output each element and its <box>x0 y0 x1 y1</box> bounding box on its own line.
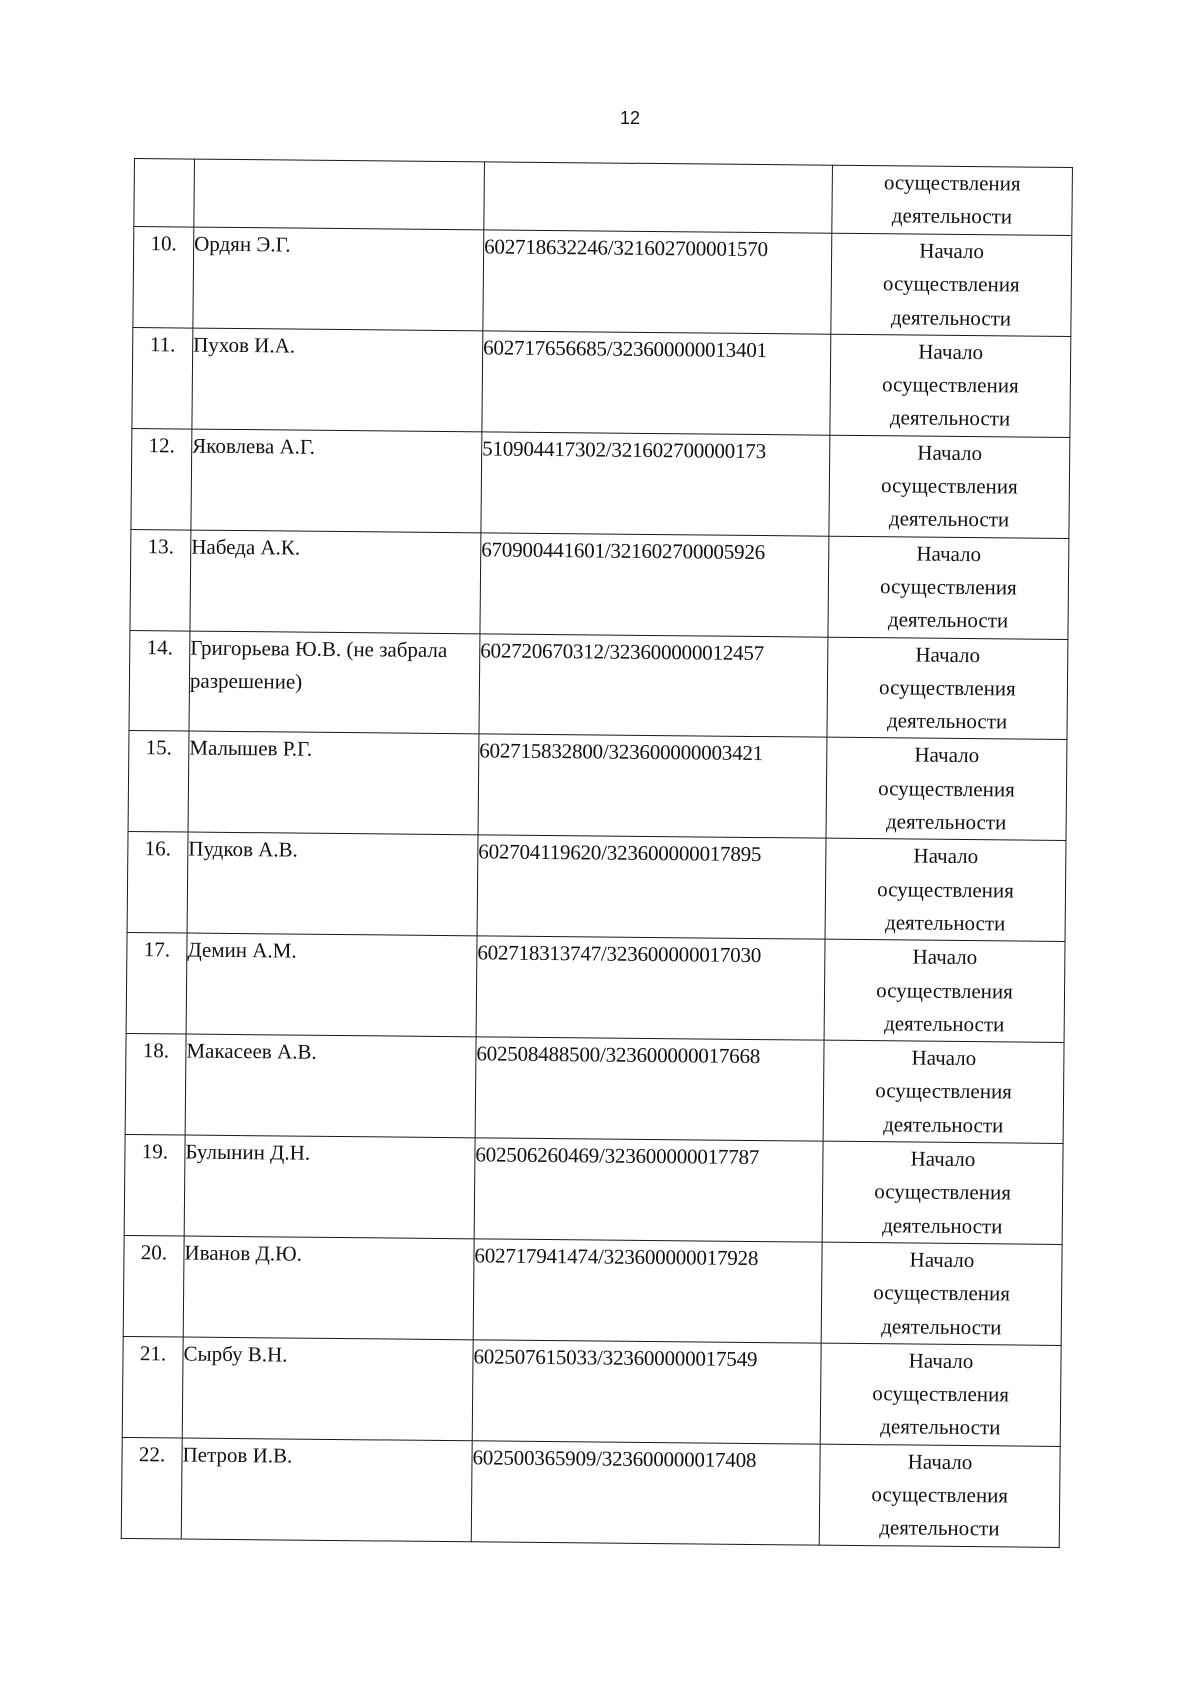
entrepreneur-name-cell: Яковлева А.Г. <box>191 429 482 533</box>
inn-ogrnip-cell: 670900441601/321602700005926 <box>480 533 829 637</box>
status-line: осуществления <box>876 977 1013 1004</box>
status-line: деятельности <box>887 607 1009 633</box>
row-number-cell: 20. <box>123 1235 184 1336</box>
status-line: деятельности <box>879 1515 1000 1541</box>
row-number-cell: 21. <box>122 1336 183 1437</box>
status-cell <box>831 233 1072 336</box>
table-row <box>132 327 1071 437</box>
status-line: осуществления <box>871 1482 1009 1508</box>
status-line: деятельности <box>885 809 1007 835</box>
status-line: Начало <box>913 843 979 869</box>
status-cell <box>829 435 1070 538</box>
status-cell <box>824 939 1065 1042</box>
entrepreneur-name-cell: Демин А.М. <box>186 933 477 1037</box>
status-cell <box>827 637 1068 740</box>
entrepreneur-name-cell: Булынин Д.Н. <box>184 1135 475 1239</box>
table-row <box>125 1034 1064 1144</box>
entrepreneur-name-cell: Набеда А.К. <box>190 530 481 634</box>
inn-ogrnip-cell: 602715832800/323600000003421 <box>478 734 827 838</box>
status-cell <box>826 738 1067 841</box>
row-number-cell: 16. <box>127 832 188 933</box>
table-row <box>133 227 1072 337</box>
row-number-cell: 19. <box>124 1134 185 1235</box>
status-line: деятельности <box>886 708 1008 734</box>
inn-ogrnip-cell: 602720670312/323600000012457 <box>479 633 828 737</box>
inn-ogrnip-cell: 602717941474/323600000017928 <box>473 1239 822 1343</box>
status-line: деятельности <box>888 506 1010 532</box>
status-line: деятельности <box>884 910 1006 936</box>
status-cell <box>823 1040 1064 1143</box>
inn-ogrnip-cell: 602500365909/323600000017408 <box>471 1440 820 1544</box>
table-row <box>124 1134 1063 1244</box>
table-row <box>122 1336 1061 1446</box>
inn-ogrnip-cell: 602508488500/323600000017668 <box>475 1037 824 1141</box>
status-cell <box>822 1141 1063 1244</box>
entrepreneur-name-cell: Макасеев А.В. <box>185 1034 476 1138</box>
status-line: осуществления <box>878 775 1015 802</box>
status-line: деятельности <box>883 1111 1004 1138</box>
status-line: осуществления <box>877 876 1014 903</box>
entrepreneur-name-cell: Иванов Д.Ю. <box>183 1236 474 1340</box>
table-row <box>130 529 1069 639</box>
status-line: Начало <box>919 238 985 264</box>
status-cell <box>825 839 1066 942</box>
status-line: осуществления <box>879 675 1016 701</box>
status-line: Начало <box>909 1247 975 1273</box>
status-line: осуществления <box>872 1381 1010 1407</box>
status-cell <box>819 1444 1060 1547</box>
table-row <box>121 1437 1060 1547</box>
row-number-cell: 15. <box>128 731 189 832</box>
status-cell <box>828 536 1069 639</box>
status-line: Начало <box>914 742 980 768</box>
entrepreneur-name-cell: Сырбу В.Н. <box>182 1337 473 1441</box>
status-line: Начало <box>908 1348 974 1373</box>
status-line: деятельности <box>889 405 1011 431</box>
entrepreneur-name-cell: Петров И.В. <box>181 1438 472 1542</box>
status-cell <box>820 1343 1061 1446</box>
table-row <box>127 832 1066 942</box>
registry-table-body <box>121 159 1072 1548</box>
row-number-cell: 17. <box>126 933 187 1034</box>
status-line: Начало <box>910 1146 976 1172</box>
status-line: осуществления <box>883 170 1021 196</box>
entrepreneur-name-cell <box>194 159 485 230</box>
registry-table <box>121 158 1073 1548</box>
page-number: 12 <box>619 108 641 128</box>
status-line: Начало <box>911 1045 977 1071</box>
status-line: деятельности <box>881 1313 1002 1339</box>
row-number-cell: 10. <box>133 227 194 328</box>
status-line: осуществления <box>879 574 1017 600</box>
status-line: Начало <box>917 440 983 465</box>
row-number-cell: 22. <box>121 1437 182 1538</box>
row-number-cell <box>134 159 195 228</box>
entrepreneur-name-cell: Пухов И.А. <box>192 328 483 432</box>
row-number-cell: 11. <box>132 327 193 428</box>
status-line: деятельности <box>890 304 1012 331</box>
row-number-cell: 12. <box>131 428 192 529</box>
table-row-continuation <box>134 159 1073 236</box>
entrepreneur-name-cell: Малышев Р.Г. <box>188 732 479 836</box>
status-cell <box>821 1242 1062 1345</box>
status-line: Начало <box>918 339 984 365</box>
inn-ogrnip-cell <box>484 162 833 233</box>
row-number-cell: 13. <box>130 529 191 630</box>
status-line: осуществления <box>875 1078 1013 1104</box>
inn-ogrnip-cell: 602717656685/323600000013401 <box>482 331 831 435</box>
inn-ogrnip-cell: 602506260469/323600000017787 <box>474 1138 823 1242</box>
entrepreneur-name-cell: Пудков А.В. <box>187 832 478 936</box>
inn-ogrnip-cell: 602718313747/323600000017030 <box>476 936 825 1040</box>
status-line: Начало <box>916 541 982 566</box>
status-line: осуществления <box>880 473 1018 499</box>
table-row <box>128 731 1067 841</box>
status-cell <box>830 334 1071 437</box>
status-line: осуществления <box>874 1179 1012 1205</box>
status-line: осуществления <box>873 1280 1011 1306</box>
status-line: деятельности <box>884 1011 1005 1037</box>
table-row <box>131 428 1070 538</box>
inn-ogrnip-cell: 510904417302/321602700000173 <box>481 432 830 536</box>
table-row <box>129 630 1068 740</box>
entrepreneur-name-cell: Ордян Э.Г. <box>193 227 484 331</box>
status-line: Начало <box>912 944 978 970</box>
status-line: Начало <box>907 1449 973 1474</box>
status-line: деятельности <box>882 1212 1003 1238</box>
inn-ogrnip-cell: 602704119620/323600000017895 <box>477 835 826 939</box>
status-line: осуществления <box>882 271 1020 297</box>
entrepreneur-name-cell: Григорьева Ю.В. (не забрала разрешение) <box>189 631 480 735</box>
table-row <box>126 933 1065 1043</box>
status-line: осуществления <box>881 372 1019 398</box>
row-number-cell: 14. <box>129 630 190 731</box>
inn-ogrnip-cell: 602507615033/323600000017549 <box>472 1340 821 1444</box>
status-line: деятельности <box>891 203 1013 229</box>
table-row <box>123 1235 1062 1345</box>
inn-ogrnip-cell: 602718632246/321602700001570 <box>483 230 832 334</box>
status-cell <box>832 165 1073 235</box>
row-number-cell: 18. <box>125 1034 186 1135</box>
status-line: деятельности <box>880 1414 1001 1440</box>
status-line: Начало <box>915 642 981 667</box>
